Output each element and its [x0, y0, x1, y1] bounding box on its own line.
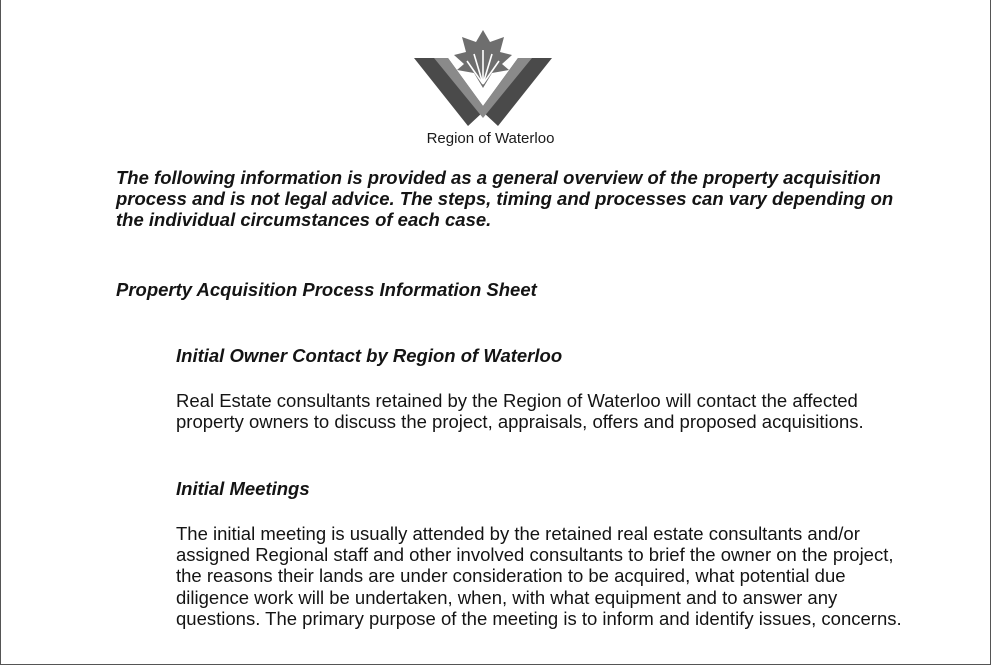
- region-of-waterloo-logo-icon: [412, 28, 554, 128]
- section-heading-initial-meetings: Initial Meetings: [176, 478, 310, 499]
- organization-name: [1, 130, 991, 147]
- organization-label: Region of Waterloo: [426, 130, 555, 147]
- disclaimer-text: The following information is provided as a general overview of the property acquisition process and is not legal advice. The steps, timing and processes can vary depending on the individual circumstances of each case.: [116, 167, 894, 230]
- section-body-initial-meetings: The initial meeting is usually attended by the retained real estate consultants and/or assigned Regional staff and other involved consultants to brief the owner on the project, the reasons their lands are under consideration to be acquired, what potential due diligence work will be undertaken, when, with what equipment and to answer any questions. The primary purpose of the meeting is to inform and identify issues, concerns.: [176, 523, 902, 629]
- document-title: Property Acquisition Process Information Sheet: [116, 279, 537, 300]
- section-heading-initial-owner-contact: Initial Owner Contact by Region of Waterloo: [176, 345, 563, 366]
- section-body-initial-owner-contact: Real Estate consultants retained by the Region of Waterloo will contact the affected property owners to discuss the project, appraisals, offers and proposed acquisitions.: [176, 390, 864, 433]
